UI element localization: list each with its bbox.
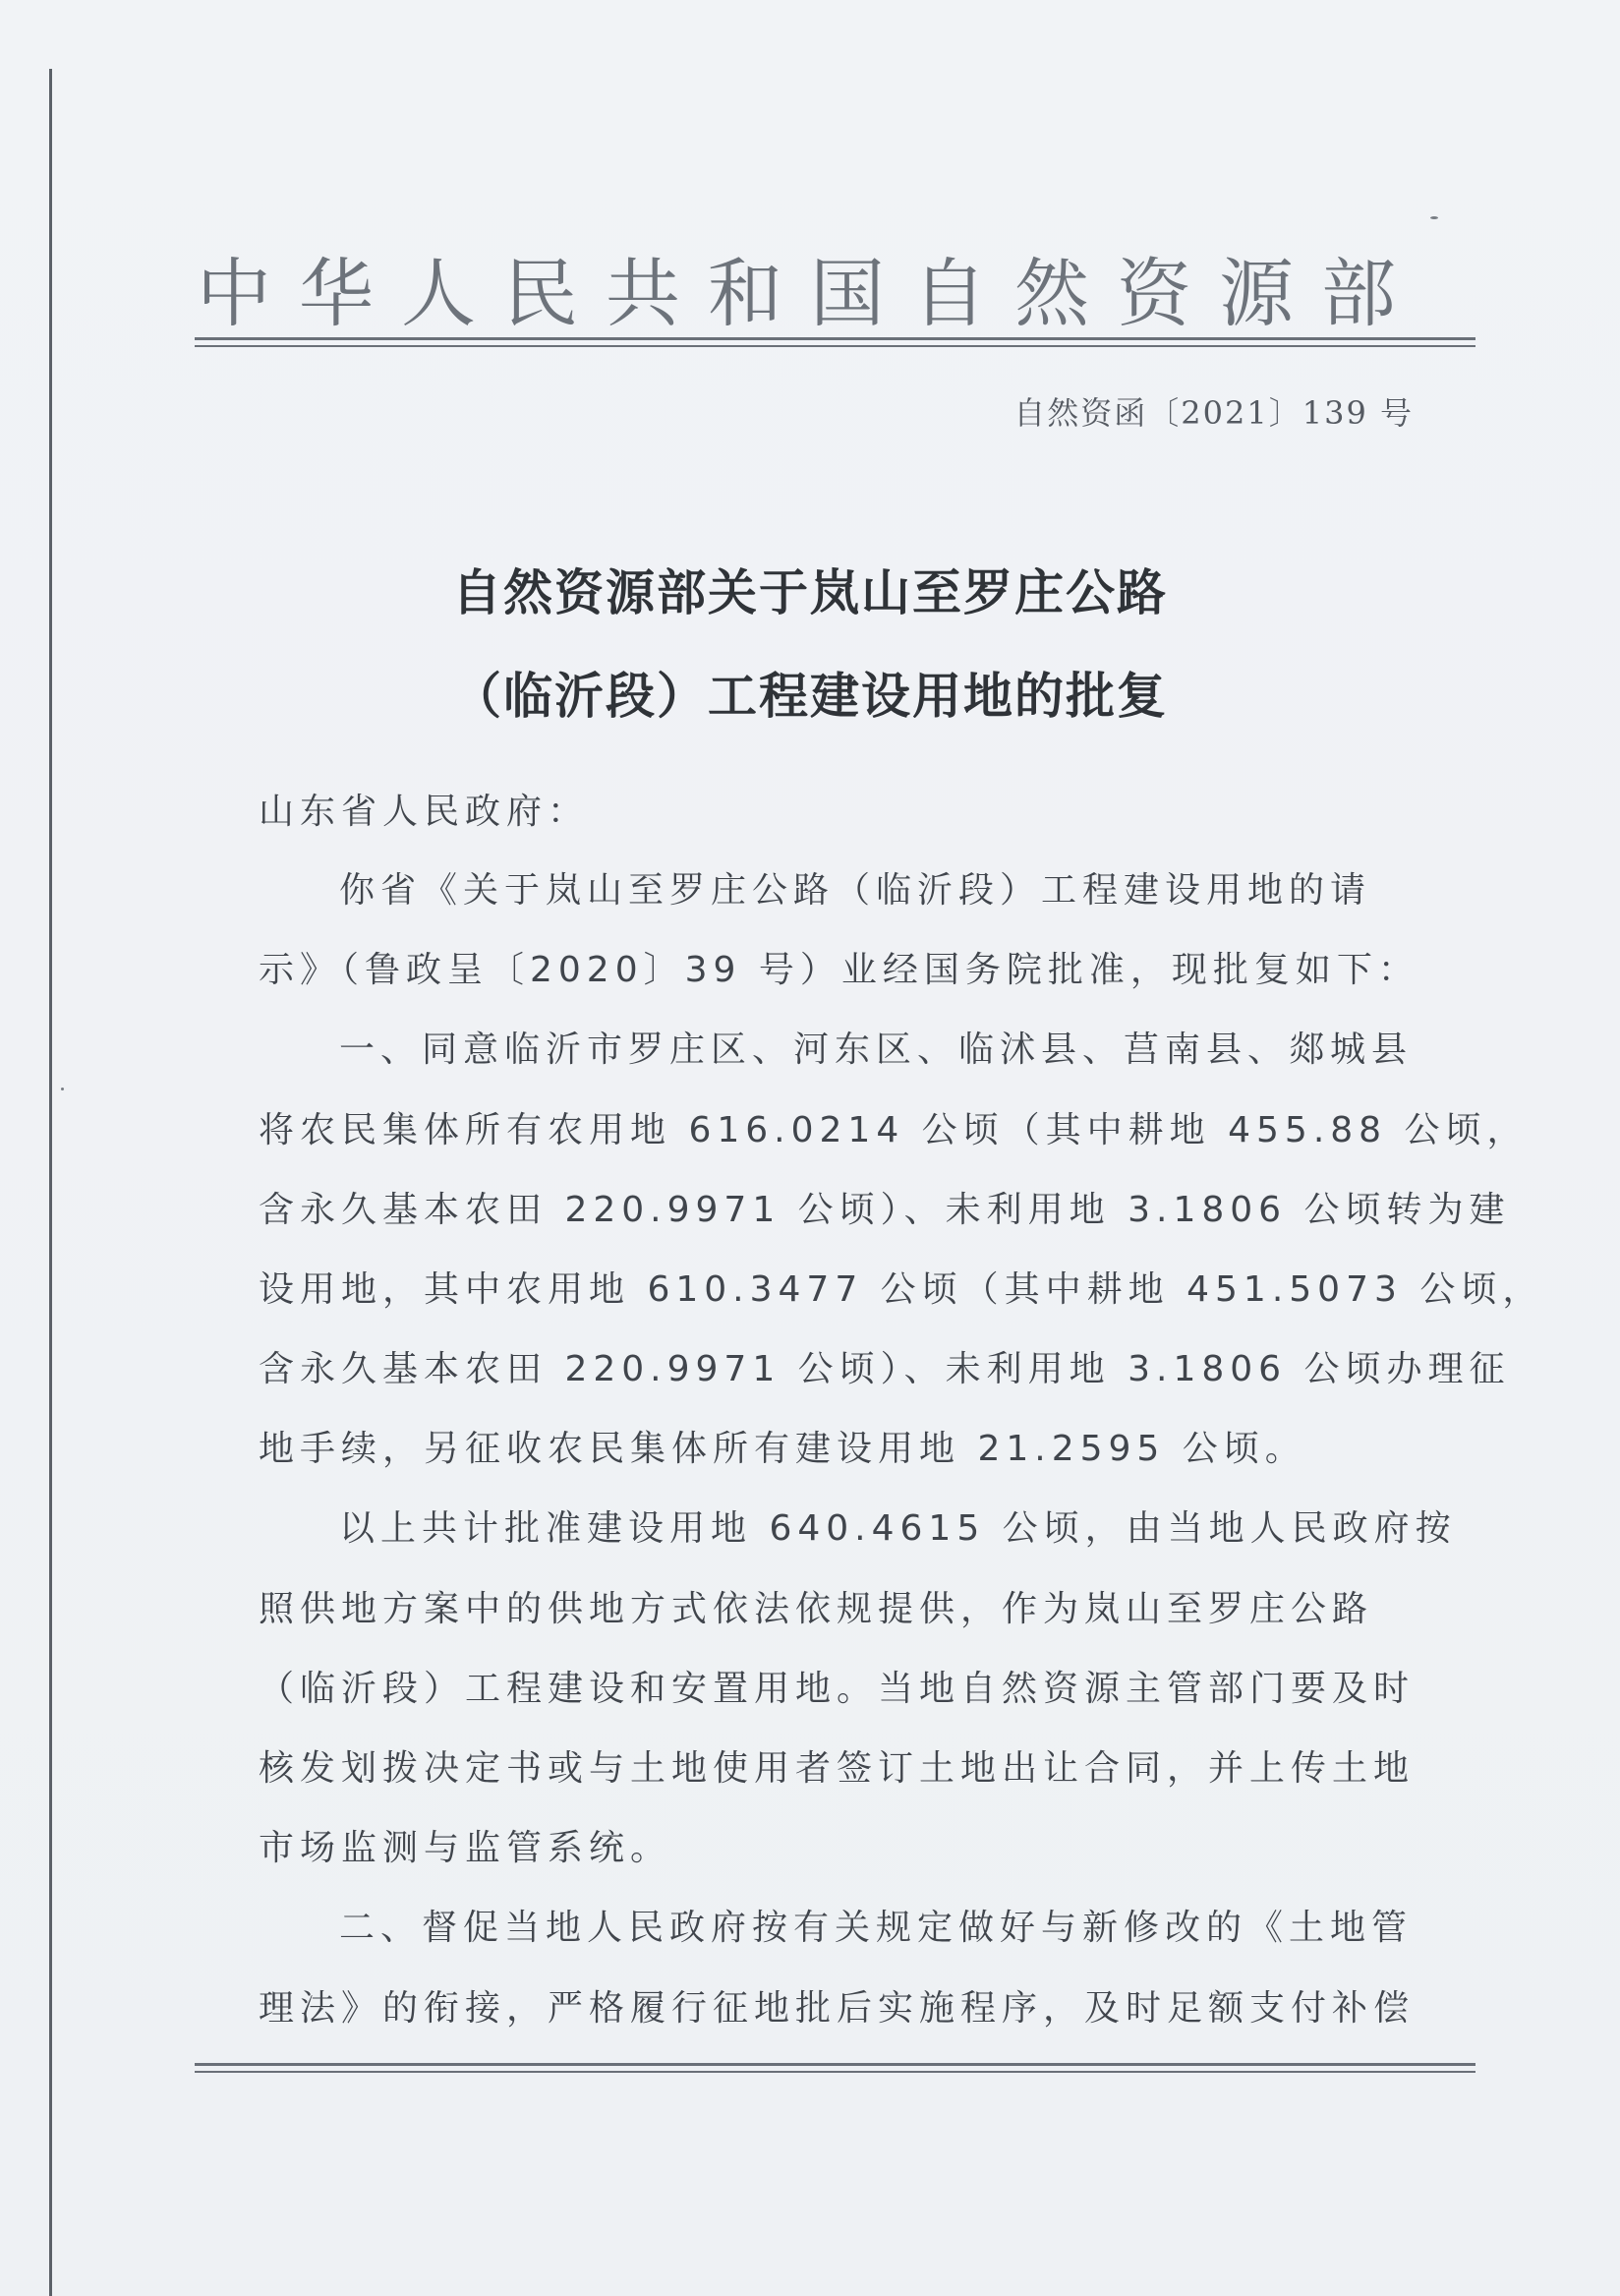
body-line: 二、督促当地人民政府按有关规定做好与新修改的《土地管 [339, 1908, 1414, 1948]
body-line: 设用地，其中农用地 610.3477 公顷（其中耕地 451.5073 公顷， [259, 1269, 1544, 1310]
body-line: 将农民集体所有农用地 616.0214 公顷（其中耕地 455.88 公顷， [259, 1110, 1529, 1150]
body-line: 含永久基本农田 220.9971 公顷）、未利用地 3.1806 公顷转为建 [259, 1190, 1511, 1230]
addressee: 山东省人民政府： [259, 792, 590, 832]
body-line: 理法》的衔接，严格履行征地批后实施程序，及时足额支付补偿 [259, 1988, 1416, 2029]
body-line: 以上共计批准建设用地 640.4615 公顷，由当地人民政府按 [339, 1508, 1457, 1549]
body-line: 含永久基本农田 220.9971 公顷）、未利用地 3.1806 公顷办理征 [259, 1349, 1511, 1389]
header-rule-bottom [195, 345, 1475, 347]
body-line: 市场监测与监管系统。 [259, 1828, 672, 1868]
body-line: 核发划拨决定书或与土地使用者签订土地出让合同，并上传土地 [259, 1748, 1416, 1789]
body-line: 一、同意临沂市罗庄区、河东区、临沭县、莒南县、郯城县 [339, 1030, 1414, 1070]
body-line: 照供地方案中的供地方式依法依规提供，作为岚山至罗庄公路 [259, 1589, 1374, 1629]
issuing-agency-header: 中华人民共和国自然资源部 [197, 250, 1423, 337]
document-number: 自然资函〔2021〕139 号 [1013, 394, 1414, 432]
binding-margin-line [49, 69, 52, 2296]
footer-rule-top [195, 2063, 1475, 2066]
body-line: （临沂段）工程建设和安置用地。当地自然资源主管部门要及时 [259, 1669, 1416, 1709]
document-title-line-1: 自然资源部关于岚山至罗庄公路 [452, 564, 1168, 621]
scan-speck [61, 1088, 64, 1090]
body-line: 地手续，另征收农民集体所有建设用地 21.2595 公顷。 [259, 1429, 1306, 1469]
body-line: 示》（鲁政呈〔2020〕39 号）业经国务院批准，现批复如下： [259, 950, 1419, 990]
body-line: 你省《关于岚山至罗庄公路（临沂段）工程建设用地的请 [339, 870, 1372, 911]
header-rule-top [195, 337, 1475, 340]
scan-speck [1430, 216, 1438, 219]
footer-rule-bottom [195, 2071, 1475, 2073]
document-title-line-2: （临沂段）工程建设用地的批复 [452, 668, 1168, 725]
